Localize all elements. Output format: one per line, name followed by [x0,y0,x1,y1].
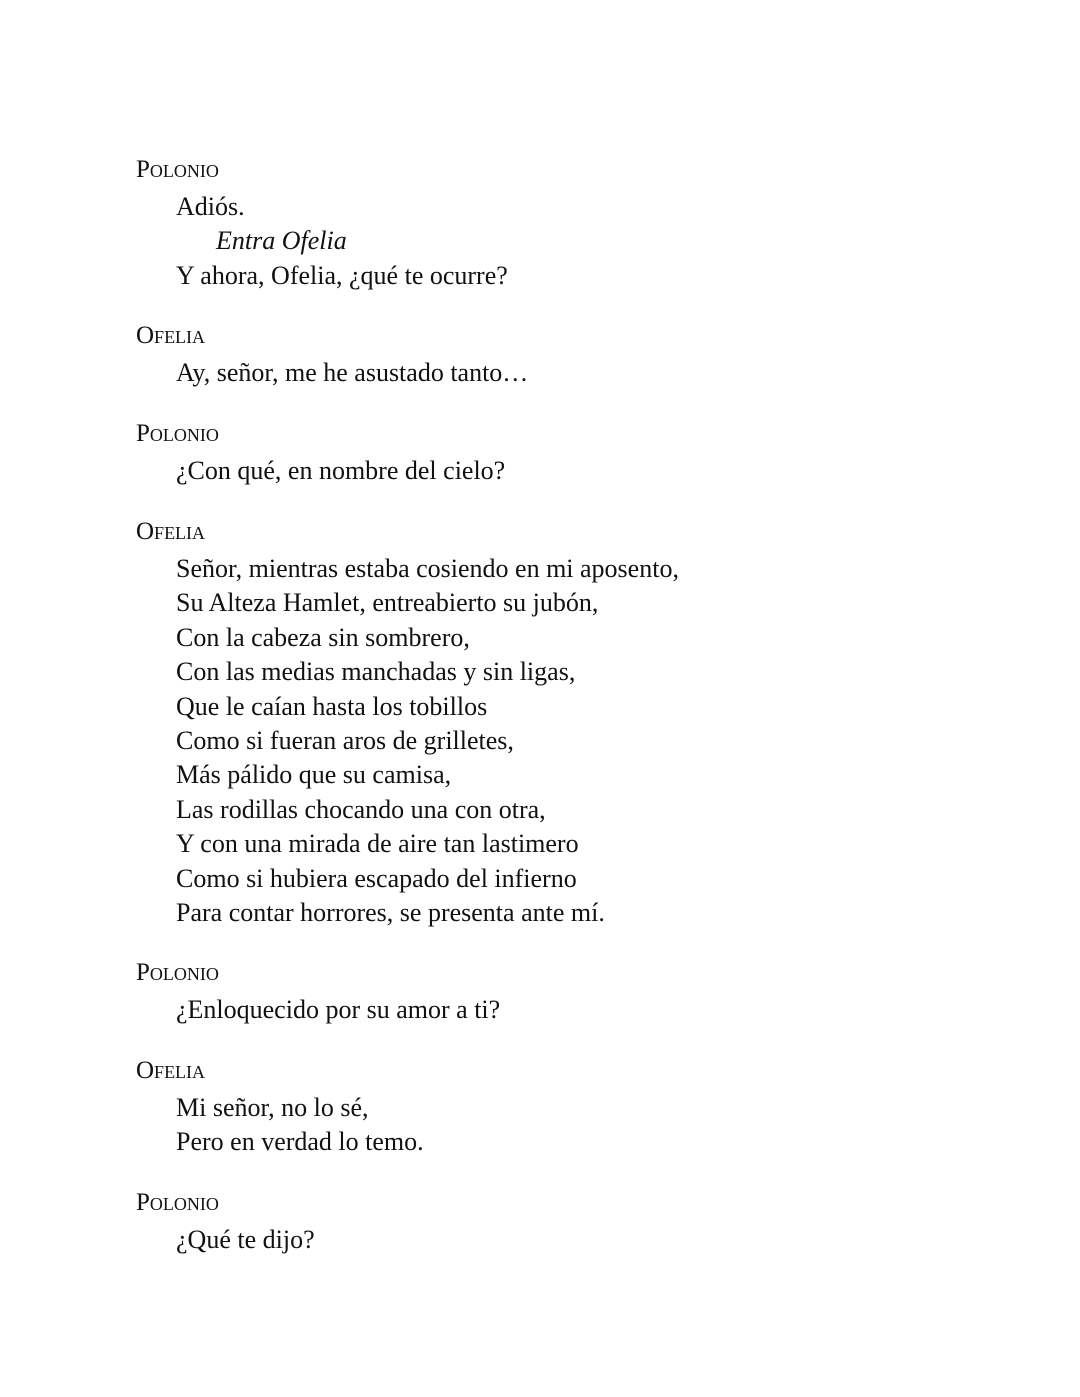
dialogue-line: ¿Enloquecido por su amor a ti? [176,995,501,1024]
dialogue-line: Ay, señor, me he asustado tanto… [176,358,529,387]
stage-direction: Entra Ofelia [216,226,347,256]
dialogue-line: Que le caían hasta los tobillos [176,691,488,721]
speech-lines [176,190,508,293]
dialogue-line: Mi señor, no lo sé, [176,1093,369,1122]
dialogue-line: Pero en verdad lo temo. [176,1127,424,1157]
speaker-name: Ofelia [136,1057,206,1084]
dialogue-line: Con las medias manchadas y sin ligas, [176,657,576,687]
speech-block [136,518,679,930]
dialogue-line: Más pálido que su camisa, [176,760,452,790]
dialogue-line: Adiós. [176,192,245,221]
speech-block [136,420,505,488]
dialogue-line: Su Alteza Hamlet, entreabierto su jubón, [176,588,599,618]
speech-lines [176,454,505,488]
dialogue-line: Con la cabeza sin sombrero, [176,622,470,652]
speech-block [136,156,508,293]
speech-block [136,1189,315,1257]
dialogue-line: Como si fueran aros de grilletes, [176,725,514,755]
speaker-name: Polonio [136,156,219,183]
dialogue-line: Para contar horrores, se presenta ante mí. [176,897,605,927]
speech-lines [176,356,528,390]
dialogue-line: ¿Con qué, en nombre del cielo? [176,456,506,485]
speech-block [136,1057,424,1160]
speech-lines [176,1091,424,1160]
dialogue-line: Señor, mientras estaba cosiendo en mi aposento, [176,554,679,583]
speech-lines [176,993,500,1027]
speaker-name: Ofelia [136,518,206,545]
speaker-name: Polonio [136,1189,219,1216]
speech-lines [176,1223,315,1257]
dialogue-line: Como si hubiera escapado del infierno [176,863,577,893]
speech-block [136,959,500,1027]
dialogue-line: Y con una mirada de aire tan lastimero [176,829,579,859]
dialogue-line: Y ahora, Ofelia, ¿qué te ocurre? [176,260,508,290]
speech-block [136,322,528,390]
dialogue-line: Las rodillas chocando una con otra, [176,794,546,824]
speaker-name: Polonio [136,959,219,986]
speaker-name: Ofelia [136,322,206,349]
speaker-name: Polonio [136,420,219,447]
dialogue-line: ¿Qué te dijo? [176,1225,315,1254]
speech-lines [176,552,679,930]
